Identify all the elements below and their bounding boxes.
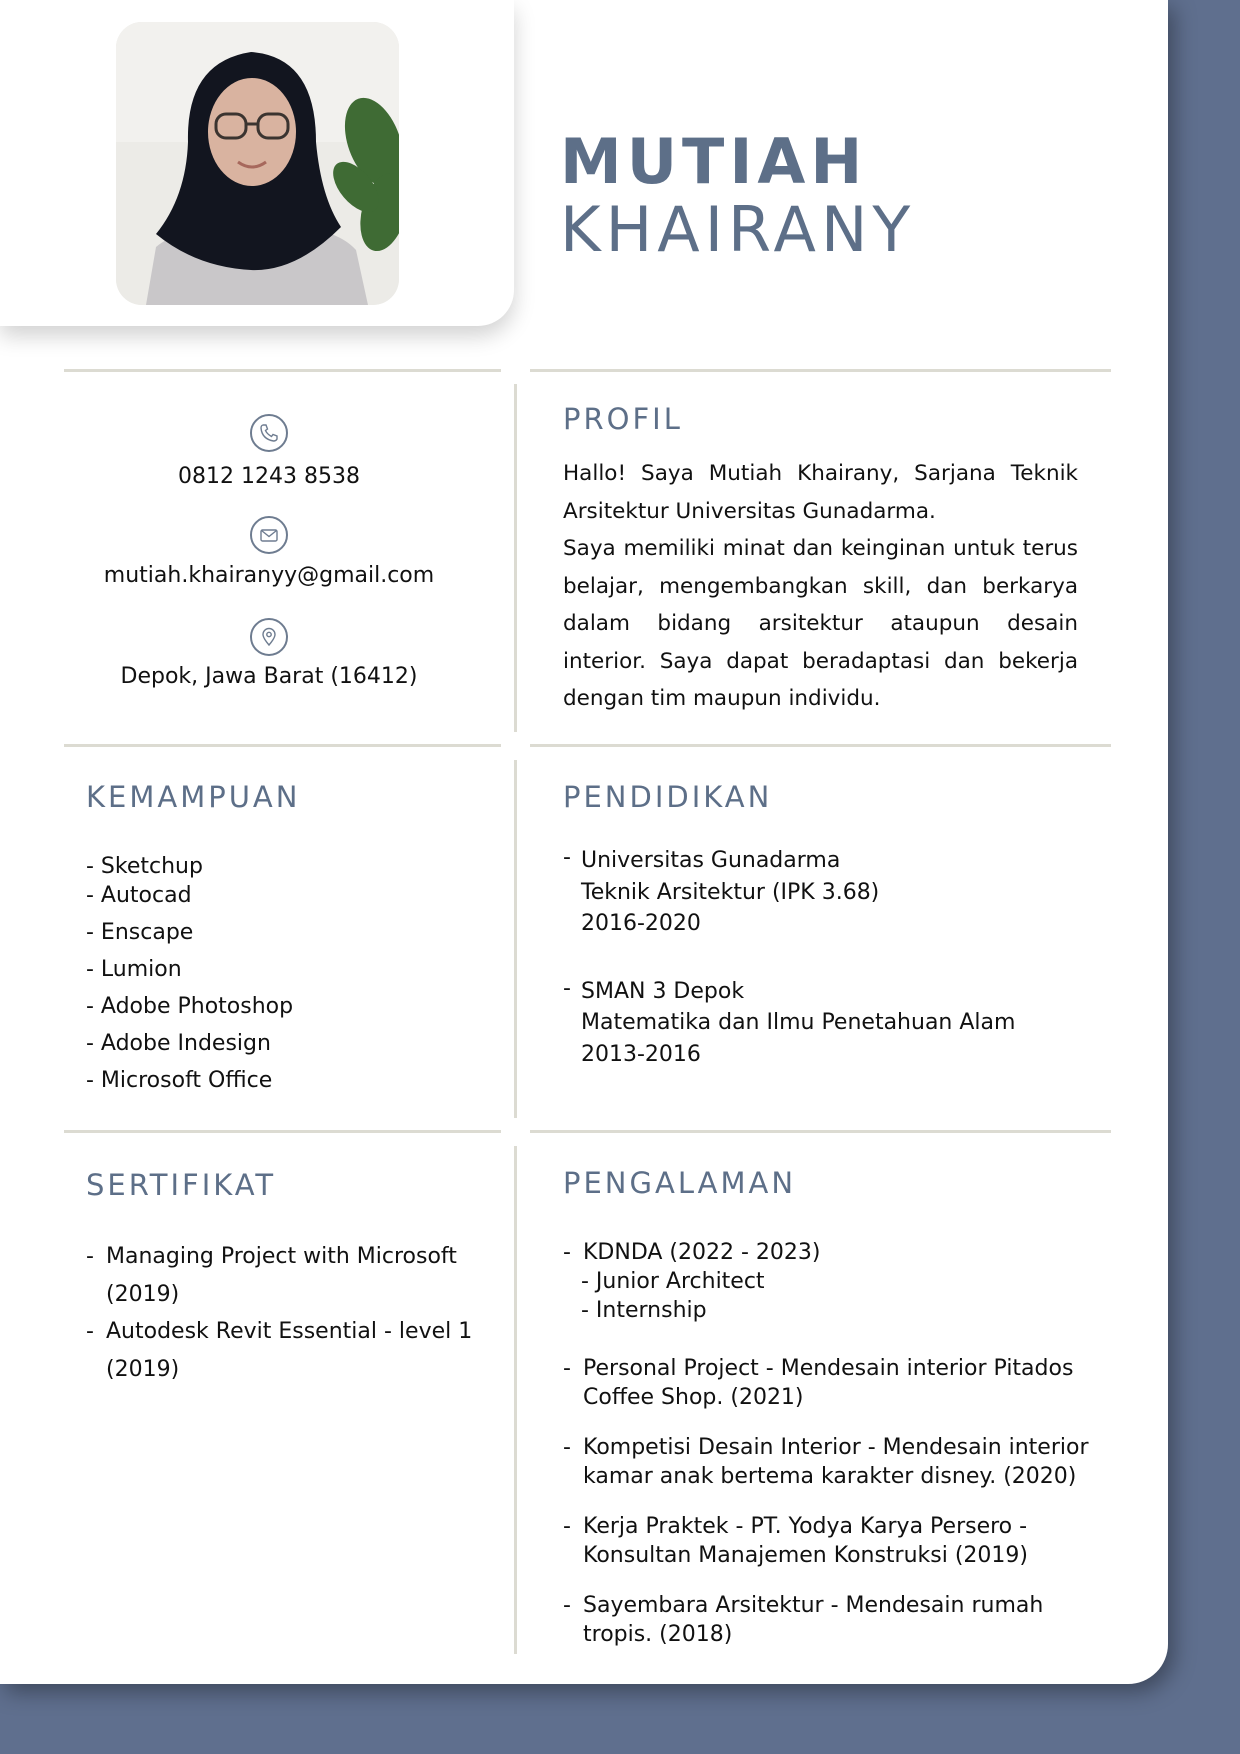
major: Teknik Arsitektur (IPK 3.68) [581, 879, 880, 905]
skills-list [86, 852, 293, 1095]
skill-item: - Lumion [86, 957, 182, 982]
first-name: MUTIAH [560, 125, 868, 198]
location: Depok, Jawa Barat (16412) [120, 664, 418, 689]
experience-item [563, 1591, 1089, 1649]
experience-line: Coffee Shop. (2021) [583, 1385, 804, 1410]
skill-item: - Adobe Indesign [86, 1031, 271, 1056]
divider-vertical [514, 760, 517, 1118]
last-name: KHAIRANY [560, 193, 916, 266]
years: 2016-2020 [581, 911, 701, 936]
skill-item: - Autocad [86, 883, 192, 908]
skill-item: - Enscape [86, 920, 194, 945]
divider-vertical [514, 1146, 517, 1654]
bullet: - [563, 1240, 571, 1265]
divider [530, 744, 1111, 747]
major: Matematika dan Ilmu Penetahuan Alam [581, 1010, 1016, 1035]
profil-paragraph: Hallo! Saya Mutiah Khairany, Sarjana Teknik Arsitektur Universitas Gunadarma. [563, 461, 1078, 524]
kemampuan-heading: KEMAMPUAN [86, 780, 301, 814]
divider-vertical [514, 384, 517, 732]
phone-icon [250, 414, 288, 452]
experience-line: Konsultan Manajemen Konstruksi (2019) [583, 1543, 1029, 1568]
experience-line: Personal Project - Mendesain interior Pitados [583, 1356, 1074, 1381]
experience-list [563, 1238, 1089, 1649]
pengalaman-heading: PENGALAMAN [563, 1166, 797, 1200]
email-icon [250, 516, 288, 554]
pendidikan-heading: PENDIDIKAN [563, 780, 773, 814]
profil-paragraph: Saya memiliki minat dan keinginan untuk terus belajar, mengembangkan skill, dan berkarya dalam bidang arsitektur ataupun desain interior. Saya dapat beradaptasi dan bekerja dengan tim maupun individu. [563, 536, 1078, 711]
experience-item [563, 1512, 1089, 1570]
profil-heading: PROFIL [563, 402, 683, 436]
experience-line: - Internship [581, 1298, 707, 1323]
divider [530, 369, 1111, 372]
sertifikat-heading: SERTIFIKAT [86, 1168, 277, 1202]
certificate-title: Managing Project with Microsoft [106, 1244, 457, 1269]
divider [64, 744, 501, 747]
skill-item: - Microsoft Office [86, 1068, 273, 1093]
bullet: - [563, 1514, 571, 1539]
bullet: - [86, 1244, 94, 1269]
education-list [563, 845, 1015, 1097]
profil-text [563, 455, 1078, 718]
experience-line: - Junior Architect [581, 1269, 765, 1294]
education-entry [563, 976, 1015, 1071]
email-address: mutiah.khairanyy@gmail.com [103, 563, 435, 588]
profile-photo [116, 22, 399, 305]
certificate-item [86, 1238, 472, 1313]
divider [530, 1130, 1111, 1133]
experience-line: kamar anak bertema karakter disney. (2020) [583, 1464, 1077, 1489]
experience-item [563, 1354, 1089, 1412]
experience-line: Sayembara Arsitektur - Mendesain rumah [583, 1593, 1044, 1618]
divider [64, 1130, 501, 1133]
bullet: - [563, 845, 571, 870]
certificate-year: (2019) [106, 1356, 180, 1382]
education-entry [563, 845, 1015, 940]
phone-number: 0812 1243 8538 [178, 464, 360, 489]
experience-line: Kerja Praktek - PT. Yodya Karya Persero - [583, 1514, 1028, 1539]
full-name [560, 125, 916, 266]
experience-item [563, 1238, 1089, 1325]
school-name: Universitas Gunadarma [581, 848, 841, 873]
bullet: - [563, 975, 571, 1001]
experience-item [563, 1433, 1089, 1491]
certificate-year: (2019) [106, 1281, 180, 1307]
divider [64, 369, 501, 372]
skill-item: - Adobe Photoshop [86, 994, 294, 1019]
bullet: - [563, 1435, 571, 1460]
certificate-list [86, 1238, 472, 1388]
school-name: SMAN 3 Depok [581, 978, 745, 1004]
years: 2013-2016 [581, 1041, 701, 1067]
bullet: - [86, 1319, 94, 1344]
experience-line: tropis. (2018) [583, 1622, 733, 1647]
skill-item: - Sketchup [86, 854, 203, 879]
certificate-item [86, 1313, 472, 1388]
bullet: - [563, 1356, 571, 1381]
photo-card [0, 0, 514, 326]
experience-line: Kompetisi Desain Interior - Mendesain interior [583, 1435, 1089, 1460]
bullet: - [563, 1593, 571, 1618]
experience-line: KDNDA (2022 - 2023) [583, 1240, 821, 1265]
location-pin-icon [250, 618, 288, 656]
certificate-title: Autodesk Revit Essential - level 1 [106, 1319, 473, 1344]
